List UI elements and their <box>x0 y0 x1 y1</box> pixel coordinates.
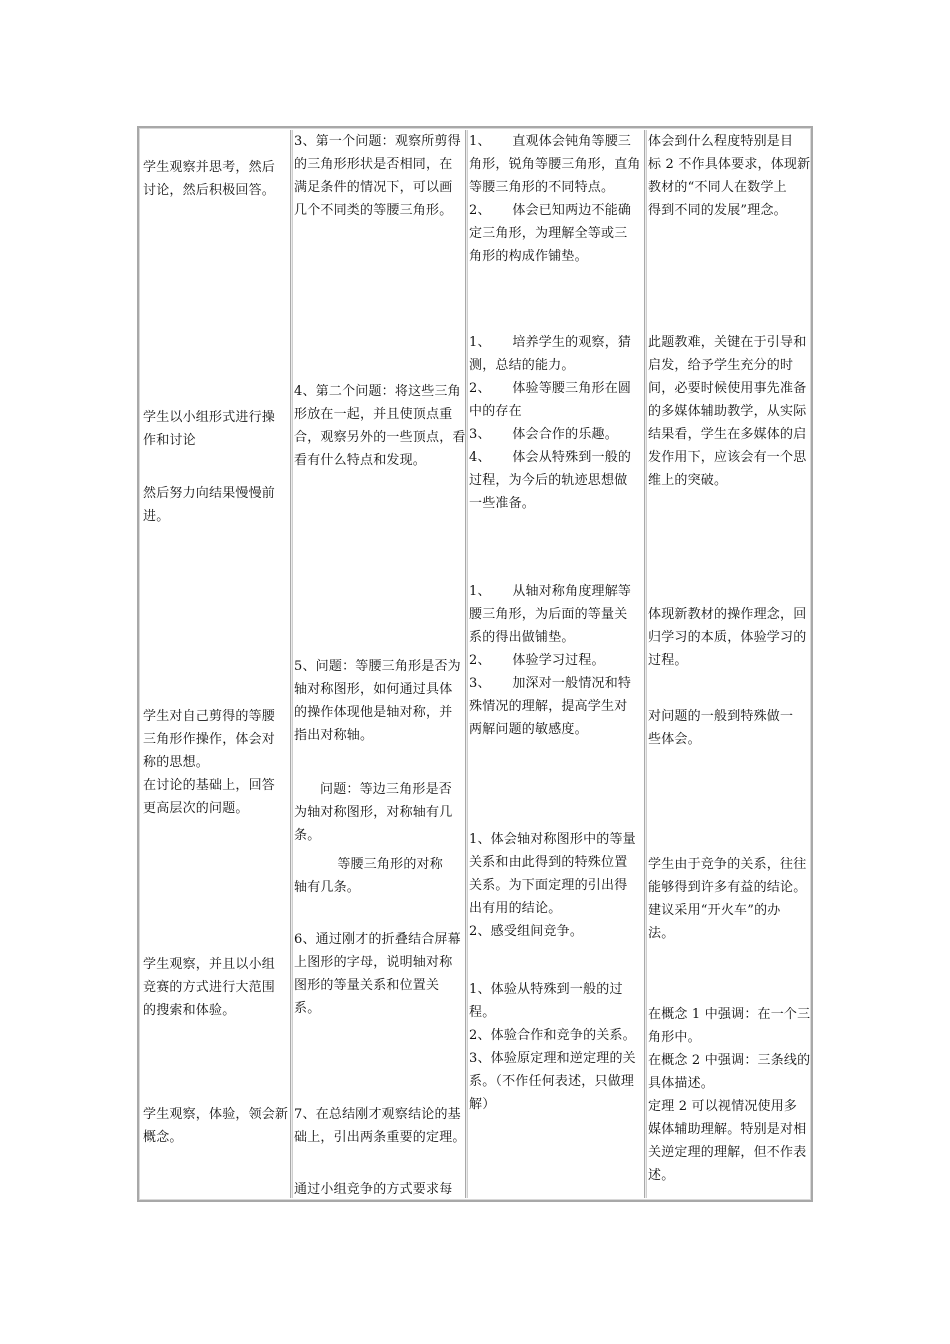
cell-block <box>294 1103 465 1149</box>
text-line: 解） <box>469 1097 496 1112</box>
text-line: 测，总结的能力。 <box>469 358 575 373</box>
text-line: 然后努力向结果慢慢前 <box>143 486 276 501</box>
text-line: 4、 体会从特殊到一般的 <box>469 450 632 465</box>
text-line: 3、第一个问题：观察所剪得 <box>294 134 461 149</box>
text-line: 定理 2 可以视情况使用多 <box>648 1099 798 1114</box>
text-line: 程。 <box>469 1005 496 1020</box>
cell-block <box>294 778 465 847</box>
text-line: 的三角形形状是否相同，在 <box>294 157 453 172</box>
cell-block <box>143 953 290 1022</box>
text-line: 等腰三角形的对称 <box>294 857 443 872</box>
cell-block <box>648 853 809 945</box>
text-line: 3、 体会合作的乐趣。 <box>469 427 618 442</box>
text-line: 角形的构成作铺垫。 <box>469 249 588 264</box>
text-line: 在讨论的基础上，回答 <box>143 778 276 793</box>
text-line: 通过小组竞争的方式要求每 <box>294 1182 453 1197</box>
text-line: 合，观察另外的一些顶点，看 <box>294 430 466 445</box>
text-line: 法。 <box>648 926 675 941</box>
text-line: 讨论，然后积极回答。 <box>143 183 276 198</box>
text-line: 满足条件的情况下，可以画 <box>294 180 453 195</box>
cell-block <box>294 1178 465 1198</box>
text-line: 轴对称图形，如何通过具体 <box>294 682 453 697</box>
text-line: 图形的等量关系和位置关 <box>294 978 440 993</box>
text-line: 建议采用“开火车”的办 <box>648 903 781 918</box>
text-line: 三角形作操作，体会对 <box>143 732 276 747</box>
text-line: 系的得出做铺垫。 <box>469 630 575 645</box>
text-line: 问题：等边三角形是否 <box>294 782 452 797</box>
cell-block <box>143 705 290 820</box>
cell-block <box>294 380 465 472</box>
text-line: 1、体验从特殊到一般的过 <box>469 982 623 997</box>
text-line: 学生观察，并且以小组 <box>143 957 276 972</box>
cell-block <box>294 130 465 222</box>
cell-block <box>143 406 290 452</box>
text-line: 发作用下，应该会有一个思 <box>648 450 807 465</box>
cell-block <box>648 705 809 751</box>
text-line: 出有用的结论。 <box>469 901 562 916</box>
text-line: 归学习的本质，体验学习的 <box>648 630 807 645</box>
cell-block <box>294 853 465 899</box>
text-line: 作和讨论 <box>143 433 196 448</box>
cell-block <box>143 156 290 202</box>
text-line: 关系。为下面定理的引出得 <box>469 878 628 893</box>
text-line: 2、 体会已知两边不能确 <box>469 203 632 218</box>
text-line: 6、通过刚才的折叠结合屏幕 <box>294 932 461 947</box>
text-line: 为轴对称图形，对称轴有几 <box>294 805 453 820</box>
text-line: 在概念 1 中强调：在一个三 <box>648 1007 811 1022</box>
text-line: 间，必要时候使用事先准备 <box>648 381 807 396</box>
text-line: 述。 <box>648 1168 675 1183</box>
text-line: 1、 直观体会钝角等腰三 <box>469 134 632 149</box>
text-line: 关系和由此得到的特殊位置 <box>469 855 628 870</box>
text-line: 形放在一起，并且使顶点重 <box>294 407 453 422</box>
cell-block <box>648 331 809 492</box>
text-line: 2、 体验等腰三角形在圆 <box>469 381 632 396</box>
text-line: 体现新教材的操作理念，回 <box>648 607 807 622</box>
text-line: 1、 从轴对称角度理解等 <box>469 584 632 599</box>
text-line: 些体会。 <box>648 732 701 747</box>
text-line: 此题教难，关键在于引导和 <box>648 335 807 350</box>
objectives-column <box>467 130 646 1198</box>
student-activity-column <box>141 130 292 1198</box>
text-line: 殊情况的理解，提高学生对 <box>469 699 628 714</box>
design-notes-column <box>646 130 811 1198</box>
text-line: 对问题的一般到特殊做一 <box>648 709 794 724</box>
text-line: 启发，给予学生充分的时 <box>648 358 794 373</box>
text-line: 具体描述。 <box>648 1076 715 1091</box>
text-line: 定三角形，为理解全等或三 <box>469 226 628 241</box>
teaching-procedure-column <box>292 130 467 1198</box>
text-line: 3、 加深对一般情况和特 <box>469 676 632 691</box>
text-line: 的搜索和体验。 <box>143 1003 236 1018</box>
text-line: 维上的突破。 <box>648 473 728 488</box>
text-line: 角形，锐角等腰三角形，直角 <box>469 157 641 172</box>
text-line: 几个不同类的等腰三角形。 <box>294 203 453 218</box>
text-line: 更高层次的问题。 <box>143 801 249 816</box>
cell-block <box>469 130 644 268</box>
text-line: 腰三角形，为后面的等量关 <box>469 607 628 622</box>
text-line: 概念。 <box>143 1130 183 1145</box>
text-line: 角形中。 <box>648 1030 701 1045</box>
text-line: 2、 体验学习过程。 <box>469 653 605 668</box>
text-line: 两解问题的敏感度。 <box>469 722 588 737</box>
text-line: 媒体辅助理解。特别是对相 <box>648 1122 807 1137</box>
cell-block <box>294 655 465 747</box>
text-line: 5、问题：等腰三角形是否为 <box>294 659 461 674</box>
text-line: 学生观察并思考，然后 <box>143 160 276 175</box>
text-line: 一些准备。 <box>469 496 536 511</box>
text-line: 上图形的字母，说明轴对称 <box>294 955 453 970</box>
text-line: 体会到什么程度特别是目 <box>648 134 794 149</box>
text-line: 1、体会轴对称图形中的等量 <box>469 832 636 847</box>
cell-block <box>648 130 809 222</box>
text-line: 础上，引出两条重要的定理。 <box>294 1130 466 1145</box>
cell-block <box>469 978 644 1116</box>
text-line: 的多媒体辅助教学，从实际 <box>648 404 807 419</box>
cell-block <box>294 928 465 1020</box>
cell-block <box>648 1003 809 1187</box>
text-line: 中的存在 <box>469 404 522 419</box>
text-line: 轴有几条。 <box>294 880 361 895</box>
text-line: 1、 培养学生的观察，猜 <box>469 335 632 350</box>
text-line: 过程，为今后的轨迹思想做 <box>469 473 628 488</box>
text-line: 2、体验合作和竞争的关系。 <box>469 1028 636 1043</box>
text-line: 3、体验原定理和逆定理的关 <box>469 1051 636 1066</box>
text-line: 学生由于竞争的关系，往往 <box>648 857 807 872</box>
text-line: 教材的“不同人在数学上 <box>648 180 787 195</box>
text-line: 4、第二个问题：将这些三角 <box>294 384 461 399</box>
text-line: 2、感受组间竞争。 <box>469 924 584 939</box>
text-line: 称的思想。 <box>143 755 210 770</box>
text-line: 等腰三角形的不同特点。 <box>469 180 615 195</box>
cell-block <box>469 580 644 741</box>
text-line: 7、在总结刚才观察结论的基 <box>294 1107 461 1122</box>
text-line: 的操作体现他是轴对称，并 <box>294 705 453 720</box>
cell-block <box>469 331 644 515</box>
text-line: 看有什么特点和发现。 <box>294 453 427 468</box>
text-line: 过程。 <box>648 653 688 668</box>
text-line: 指出对称轴。 <box>294 728 374 743</box>
text-line: 进。 <box>143 509 170 524</box>
text-line: 标 2 不作具体要求，体现新 <box>648 157 811 172</box>
text-line: 学生对自己剪得的等腰 <box>143 709 276 724</box>
text-line: 学生以小组形式进行操 <box>143 410 276 425</box>
text-line: 能够得到许多有益的结论。 <box>648 880 807 895</box>
text-line: 系。（不作任何表述，只做理 <box>469 1074 635 1089</box>
text-line: 系。 <box>294 1001 321 1016</box>
cell-block <box>648 603 809 672</box>
cell-block <box>143 482 290 528</box>
text-line: 得到不同的发展”理念。 <box>648 203 787 218</box>
text-line: 在概念 2 中强调：三条线的 <box>648 1053 811 1068</box>
text-line: 结果看，学生在多媒体的启 <box>648 427 807 442</box>
text-line: 学生观察，体验，领会新 <box>143 1107 289 1122</box>
lesson-plan-table <box>137 126 813 1202</box>
cell-block <box>469 828 644 943</box>
text-line: 竞赛的方式进行大范围 <box>143 980 276 995</box>
text-line: 条。 <box>294 828 321 843</box>
cell-block <box>143 1103 290 1149</box>
text-line: 关逆定理的理解，但不作表 <box>648 1145 807 1160</box>
